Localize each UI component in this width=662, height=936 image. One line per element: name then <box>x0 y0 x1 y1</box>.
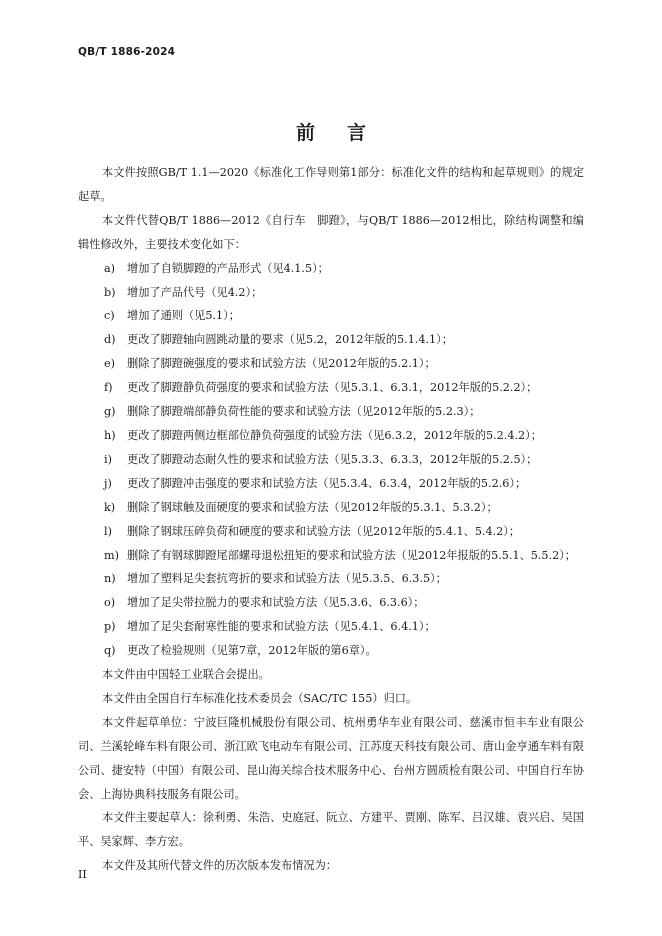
list-item <box>78 639 584 663</box>
page-title: 前言 <box>295 122 398 144</box>
list-item-text: 删除了钢球压碎负荷和硬度的要求和试验方法（见2012年版的5.4.1、5.4.2）； <box>127 524 521 538</box>
list-marker: j) <box>104 476 112 490</box>
list-item <box>78 448 584 472</box>
history-paragraph: 本文件及其所代替文件的历次版本发布情况为： <box>102 859 337 873</box>
list-item-text: 增加了自锁脚蹬的产品形式（见4.1.5）； <box>127 261 329 275</box>
list-item <box>78 544 584 568</box>
list-item <box>78 376 584 400</box>
list-marker: g) <box>104 405 116 419</box>
list-item <box>78 352 584 376</box>
list-item-text: 删除了脚蹬碗强度的要求和试验方法（见2012年版的5.2.1）； <box>127 357 436 371</box>
list-item-text: 删除了脚蹬端部静负荷性能的要求和试验方法（见2012年版的5.2.3）； <box>127 405 481 419</box>
document-code: QB/T 1886-2024 <box>78 46 176 58</box>
list-marker: c) <box>104 309 115 323</box>
drafting-units-paragraph: 本文件起草单位：宁波巨隆机械股份有限公司、杭州勇华车业有限公司、慈溪市恒丰车业有限公司、兰溪轮峰车料有限公司、浙江欧飞电动车有限公司、江苏度天科技有限公司、唐山金亨通车料有限公司、捷安特（中国）有限公司、昆山海关综合技术服务中心、台州方圆质检有限公司、中国自行车协会、上海协典科技服务有限公司。 <box>78 715 584 801</box>
list-item-text: 更改了检验规则（见第7章，2012年版的第6章）。 <box>127 644 377 658</box>
list-marker: l) <box>104 524 112 538</box>
intro-paragraph-1: 本文件按照GB/T 1.1—2020《标准化工作导则第1部分：标准化文件的结构和起草规则》的规定起草。 <box>78 166 584 203</box>
list-marker: p) <box>104 620 116 634</box>
list-marker: i) <box>104 452 112 466</box>
list-item-text: 更改了脚蹬静负荷强度的要求和试验方法（见5.3.1、6.3.1，2012年版的5.2.2）； <box>127 381 538 395</box>
list-item-text: 更改了脚蹬冲击强度的要求和试验方法（见5.3.4、6.3.4，2012年版的5.2.6）； <box>127 476 527 490</box>
list-item <box>78 304 584 328</box>
list-item <box>78 424 584 448</box>
list-marker: b) <box>104 285 116 299</box>
list-item-text: 更改了脚蹬两侧边框部位静负荷强度的试验方法（见6.3.2，2012年版的5.2.4.2）； <box>127 428 542 442</box>
list-item <box>78 520 584 544</box>
list-marker: q) <box>104 644 116 658</box>
list-marker: o) <box>104 596 116 610</box>
list-marker: d) <box>104 333 116 347</box>
list-marker: k) <box>104 500 116 514</box>
list-item <box>78 615 584 639</box>
list-marker: e) <box>104 357 115 371</box>
changes-list <box>78 257 584 663</box>
list-item <box>78 400 584 424</box>
foreword-content <box>78 161 584 878</box>
list-item-text: 删除了有钢球脚蹬尾部螺母退松扭矩的要求和试验方法（见2012年报版的5.5.1、5.5.2）； <box>127 548 576 562</box>
list-item <box>78 257 584 281</box>
intro-paragraph-2: 本文件代替QB/T 1886—2012《自行车 脚蹬》，与QB/T 1886—2012相比，除结构调整和编辑性修改外，主要技术变化如下： <box>78 213 584 251</box>
list-item <box>78 281 584 305</box>
page-number: II <box>78 868 87 881</box>
list-item <box>78 472 584 496</box>
list-item-text: 更改了脚蹬轴向圆跳动量的要求（见5.2，2012年版的5.1.4.1）； <box>127 333 453 347</box>
list-marker: h) <box>104 428 116 442</box>
list-marker: m) <box>104 548 119 562</box>
list-item-text: 增加了塑料足尖套抗弯折的要求和试验方法（见5.3.5、6.3.5）； <box>127 572 447 586</box>
list-item <box>78 567 584 591</box>
list-item-text: 增加了通则（见5.1）； <box>127 309 240 323</box>
list-marker: n) <box>104 572 116 586</box>
list-item-text: 删除了钢球触及面硬度的要求和试验方法（见2012年版的5.3.1、5.3.2）； <box>127 500 498 514</box>
list-item-text: 增加了足尖套耐寒性能的要求和试验方法（见5.4.1、6.4.1）； <box>127 620 436 634</box>
list-marker: a) <box>104 261 116 275</box>
list-item-text: 更改了脚蹬动态耐久性的要求和试验方法（见5.3.3、6.3.3，2012年版的5.2.5）； <box>127 452 538 466</box>
list-item <box>78 496 584 520</box>
proposer-paragraph: 本文件由中国轻工业联合会提出。 <box>102 668 270 682</box>
committee-paragraph: 本文件由全国自行车标准化技术委员会（SAC/TC 155）归口。 <box>102 691 418 705</box>
list-marker: f) <box>104 381 113 395</box>
list-item-text: 增加了产品代号（见4.2）； <box>127 285 263 299</box>
drafters-paragraph: 本文件主要起草人：徐利勇、朱浩、史庭冠、阮立、方建平、贾刚、陈军、吕汉雄、袁兴启、吴国平、吴家辉、李方宏。 <box>78 811 584 849</box>
list-item-text: 增加了足尖带拉脱力的要求和试验方法（见5.3.6、6.3.6）； <box>127 596 425 610</box>
list-item <box>78 328 584 352</box>
list-item <box>78 591 584 615</box>
